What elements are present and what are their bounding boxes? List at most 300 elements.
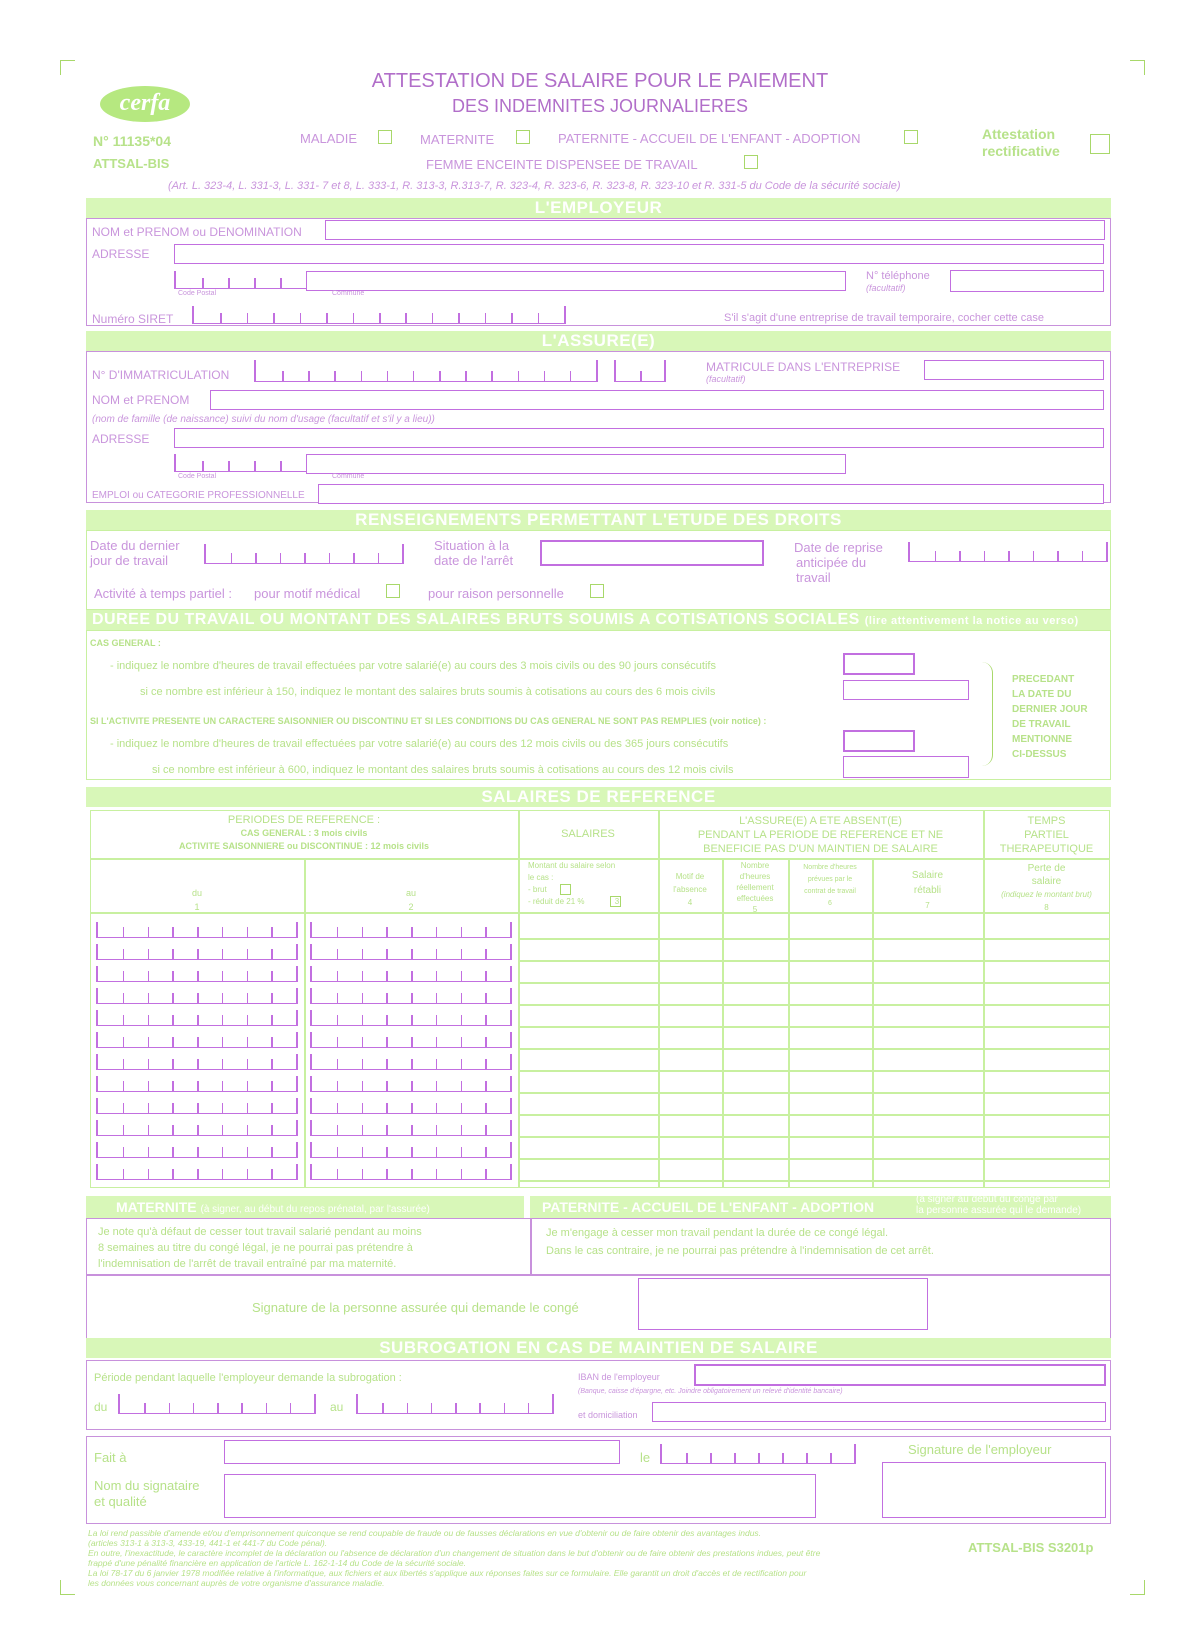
- employeur-tel-note: (facultatif): [866, 283, 906, 293]
- form-number: N° 11135*04: [93, 133, 172, 149]
- digit-separator: [172, 1037, 174, 1047]
- period-date-input[interactable]: [310, 944, 512, 960]
- digit-separator: [222, 1125, 224, 1135]
- digit-separator: [148, 927, 150, 937]
- digit-separator: [378, 553, 380, 563]
- digit-separator: [197, 1015, 199, 1025]
- digit-separator: [172, 1125, 174, 1135]
- femme-enceinte-label: FEMME ENCEINTE DISPENSEE DE TRAVAIL: [426, 157, 698, 172]
- digit-separator: [220, 313, 222, 323]
- digit-separator: [337, 1059, 339, 1069]
- reprise-label: Date de reprise anticipée du travail: [794, 540, 883, 585]
- digit-separator: [362, 949, 364, 959]
- col-du-label: du 1: [191, 888, 202, 912]
- digit-separator: [782, 1453, 784, 1463]
- fait-a-input[interactable]: [224, 1440, 620, 1464]
- heures-3mois-input[interactable]: [843, 653, 915, 675]
- conge-hdivider: [86, 1274, 1111, 1276]
- digit-separator: [461, 971, 463, 981]
- digit-separator: [222, 1059, 224, 1069]
- digit-separator: [197, 1147, 199, 1157]
- digit-separator: [362, 993, 364, 1003]
- digit-separator: [436, 1147, 438, 1157]
- digit-separator: [123, 1125, 125, 1135]
- signature-assure-label: Signature de la personne assurée qui demande le congé: [252, 1300, 579, 1315]
- col-heures-label: Nombre d'heures réellement effectuées 5: [736, 861, 774, 914]
- digit-separator: [222, 949, 224, 959]
- digit-separator: [172, 1015, 174, 1025]
- crop-mark: [1130, 60, 1145, 75]
- period-date-input[interactable]: [96, 1098, 298, 1114]
- digit-separator: [361, 371, 363, 381]
- digit-separator: [411, 1081, 413, 1091]
- cerfa-logo: cerfa: [100, 86, 190, 122]
- table-row-line: [518, 1070, 1110, 1072]
- digit-separator: [247, 927, 249, 937]
- employeur-commune-input[interactable]: [306, 271, 846, 291]
- employeur-tel-input[interactable]: [950, 270, 1104, 292]
- digit-separator: [247, 1125, 249, 1135]
- digit-separator: [337, 1125, 339, 1135]
- digit-separator: [271, 927, 273, 937]
- digit-separator: [411, 1103, 413, 1113]
- digit-separator: [271, 1037, 273, 1047]
- digit-separator: [830, 1453, 832, 1463]
- digit-separator: [241, 1403, 243, 1413]
- digit-separator: [337, 1015, 339, 1025]
- absent-header: L'ASSURE(E) A ETE ABSENT(E) PENDANT LA PERIODE DE REFERENCE ET NE BENEFICIE PAS D'UN MAINTIEN DE SALAIRE: [697, 815, 944, 855]
- digit-separator: [458, 313, 460, 323]
- section-droits-title: RENSEIGNEMENTS PERMETTANT L'ETUDE DES DROITS: [86, 510, 1111, 530]
- digit-separator: [247, 1081, 249, 1091]
- date-signature-input[interactable]: [660, 1444, 856, 1464]
- period-date-input[interactable]: [96, 1076, 298, 1092]
- digit-separator: [308, 371, 310, 381]
- domiciliation-label: et domiciliation: [578, 1410, 638, 1420]
- digit-separator: [511, 313, 513, 323]
- assure-immat-label: N° D'IMMATRICULATION: [92, 368, 230, 382]
- digit-separator: [411, 949, 413, 959]
- period-date-input[interactable]: [310, 966, 512, 982]
- interim-note: S'il s'agit d'une entreprise de travail temporaire, cocher cette case: [724, 312, 1044, 324]
- salaires-6mois-input[interactable]: [843, 680, 969, 700]
- salaires-12mois-input[interactable]: [843, 756, 969, 778]
- digit-separator: [197, 993, 199, 1003]
- digit-separator: [123, 1081, 125, 1091]
- period-date-input[interactable]: [96, 1120, 298, 1136]
- digit-separator: [123, 1037, 125, 1047]
- digit-separator: [431, 1403, 433, 1413]
- digit-separator: [123, 927, 125, 937]
- digit-separator: [411, 1015, 413, 1025]
- digit-separator: [197, 1059, 199, 1069]
- digit-separator: [461, 1103, 463, 1113]
- digit-separator: [228, 461, 230, 471]
- digit-separator: [710, 1453, 712, 1463]
- footer-form-code: ATTSAL-BIS S3201p: [968, 1540, 1094, 1555]
- assure-emploi-input[interactable]: [318, 484, 1104, 504]
- period-date-input[interactable]: [96, 988, 298, 1004]
- digit-separator: [172, 927, 174, 937]
- digit-separator: [386, 1169, 388, 1179]
- digit-separator: [169, 1403, 171, 1413]
- table-row-line: [518, 1048, 1110, 1050]
- digit-separator: [222, 1103, 224, 1113]
- digit-separator: [271, 1125, 273, 1135]
- digit-separator: [222, 1015, 224, 1025]
- table-row-line: [518, 1136, 1110, 1138]
- digit-separator: [202, 278, 204, 288]
- digit-separator: [172, 1103, 174, 1113]
- digit-separator: [326, 313, 328, 323]
- period-date-input[interactable]: [310, 922, 512, 938]
- digit-separator: [197, 971, 199, 981]
- digit-separator: [1082, 551, 1084, 561]
- digit-separator: [247, 993, 249, 1003]
- digit-separator: [485, 1103, 487, 1113]
- dernier-jour-label: Date du dernier jour de travail: [90, 538, 180, 568]
- period-date-input[interactable]: [96, 1010, 298, 1026]
- montant-reduit-checkbox[interactable]: [610, 896, 621, 907]
- assure-nom-input[interactable]: [210, 390, 1104, 410]
- period-date-input[interactable]: [310, 1142, 512, 1158]
- paternite-title-note: (à signer au début du congé par la personne assurée qui le demande): [916, 1194, 1082, 1216]
- attestation-rectificative-checkbox[interactable]: [1090, 134, 1110, 154]
- digit-separator: [172, 993, 174, 1003]
- digit-separator: [337, 993, 339, 1003]
- digit-separator: [290, 1403, 292, 1413]
- motif-medical-checkbox[interactable]: [386, 584, 400, 598]
- digit-separator: [123, 949, 125, 959]
- digit-separator: [197, 1081, 199, 1091]
- period-date-input[interactable]: [96, 922, 298, 938]
- table-row-line: [518, 1004, 1110, 1006]
- domiciliation-input[interactable]: [652, 1402, 1106, 1422]
- period-date-input[interactable]: [96, 966, 298, 982]
- table-row-line: [518, 960, 1110, 962]
- digit-separator: [386, 1059, 388, 1069]
- digit-separator: [254, 461, 256, 471]
- digit-separator: [148, 1059, 150, 1069]
- iban-input[interactable]: [694, 1364, 1106, 1386]
- subrogation-du-input[interactable]: [118, 1394, 316, 1414]
- assure-code-postal-input[interactable]: [174, 454, 308, 472]
- digit-separator: [411, 1147, 413, 1157]
- digit-separator: [935, 551, 937, 561]
- maternite-checkbox[interactable]: [516, 130, 530, 144]
- period-date-input[interactable]: [96, 1032, 298, 1048]
- assure-nom-label: NOM et PRENOM: [92, 393, 190, 407]
- digit-separator: [411, 993, 413, 1003]
- digit-separator: [461, 1169, 463, 1179]
- digit-separator: [362, 1059, 364, 1069]
- digit-separator: [172, 1059, 174, 1069]
- signature-assure-box[interactable]: [638, 1278, 928, 1330]
- digit-separator: [172, 971, 174, 981]
- digit-separator: [386, 927, 388, 937]
- period-date-input[interactable]: [310, 1076, 512, 1092]
- subrogation-au-label: au: [330, 1400, 344, 1414]
- digit-separator: [271, 1015, 273, 1025]
- digit-separator: [461, 1147, 463, 1157]
- digit-separator: [411, 927, 413, 937]
- period-date-input[interactable]: [310, 1120, 512, 1136]
- period-date-input[interactable]: [96, 944, 298, 960]
- digit-separator: [247, 949, 249, 959]
- digit-separator: [337, 1081, 339, 1091]
- assure-emploi-label: EMPLOI ou CATEGORIE PROFESSIONNELLE: [92, 490, 305, 501]
- digit-separator: [518, 371, 520, 381]
- digit-separator: [123, 1015, 125, 1025]
- periodes-header: PERIODES DE REFERENCE : CAS GENERAL : 3 mois civils ACTIVITE SAISONNIERE ou DISCONTINUE : 12 mois civils: [178, 814, 430, 851]
- digit-separator: [461, 949, 463, 959]
- digit-separator: [148, 1103, 150, 1113]
- digit-separator: [222, 971, 224, 981]
- table-row-line: [518, 1180, 1110, 1182]
- digit-separator: [123, 971, 125, 981]
- reprise-input[interactable]: [908, 542, 1108, 562]
- digit-separator: [123, 1103, 125, 1113]
- duree-line1: - indiquez le nombre d'heures de travail effectuées par votre salarié(e) au cours des 3 mois civils ou des 90 jours consécutifs: [110, 660, 716, 672]
- digit-separator: [386, 1103, 388, 1113]
- digit-separator: [334, 371, 336, 381]
- maladie-checkbox[interactable]: [378, 130, 392, 144]
- digit-separator: [485, 1081, 487, 1091]
- digit-separator: [411, 1169, 413, 1179]
- signature-employeur-box[interactable]: [882, 1462, 1106, 1518]
- digit-separator: [228, 278, 230, 288]
- digit-separator: [485, 949, 487, 959]
- paternite-title: PATERNITE - ACCUEIL DE L'ENFANT - ADOPTION: [530, 1196, 1111, 1218]
- period-date-input[interactable]: [310, 1032, 512, 1048]
- section-duree-title: DUREE DU TRAVAIL OU MONTANT DES SALAIRES BRUTS SOUMIS A COTISATIONS SOCIALES (lire attentivement la notice au verso): [86, 610, 1111, 630]
- table-row-line: [518, 938, 1110, 940]
- digit-separator: [247, 1015, 249, 1025]
- employeur-nom-label: NOM et PRENOM ou DENOMINATION: [92, 225, 302, 239]
- situation-input[interactable]: [540, 540, 764, 566]
- assure-immat-input[interactable]: [254, 360, 598, 382]
- precedant-note: PRECEDANT LA DATE DU DERNIER JOUR DE TRAVAIL MENTIONNE CI-DESSUS: [1012, 674, 1088, 760]
- iban-label: IBAN de l'employeur: [578, 1372, 660, 1382]
- heures-12mois-input[interactable]: [843, 730, 915, 752]
- raison-perso-checkbox[interactable]: [590, 584, 604, 598]
- digit-separator: [504, 1403, 506, 1413]
- employeur-siret-input[interactable]: [192, 306, 566, 324]
- digit-separator: [436, 1059, 438, 1069]
- digit-separator: [271, 971, 273, 981]
- page-title: ATTESTATION DE SALAIRE POUR LE PAIEMENT: [371, 70, 829, 92]
- digit-separator: [528, 1403, 530, 1413]
- employeur-commune-label: Commune: [332, 290, 365, 297]
- assure-adresse-input[interactable]: [174, 428, 1104, 448]
- digit-separator: [1057, 551, 1059, 561]
- digit-separator: [222, 993, 224, 1003]
- paternite-label: PATERNITE - ACCUEIL DE L'ENFANT - ADOPTION: [558, 131, 861, 146]
- digit-separator: [491, 371, 493, 381]
- digit-separator: [436, 927, 438, 937]
- employeur-nom-input[interactable]: [325, 220, 1105, 240]
- digit-separator: [271, 1147, 273, 1157]
- digit-separator: [247, 1037, 249, 1047]
- digit-separator: [382, 1403, 384, 1413]
- employeur-adresse-input[interactable]: [174, 244, 1104, 264]
- digit-separator: [148, 993, 150, 1003]
- digit-separator: [386, 1147, 388, 1157]
- digit-separator: [222, 1081, 224, 1091]
- digit-separator: [271, 993, 273, 1003]
- legal-references: (Art. L. 323-4, L. 331-3, L. 331- 7 et 8, L. 333-1, R. 313-3, R.313-7, R. 323-4, R. 323-6, R. 323-8, R. 323-10 et R. 331-5 du Code de la sécurité sociale): [168, 180, 901, 192]
- digit-separator: [485, 927, 487, 937]
- digit-separator: [362, 1081, 364, 1091]
- digit-separator: [231, 553, 233, 563]
- digit-separator: [271, 1081, 273, 1091]
- digit-separator: [386, 1081, 388, 1091]
- digit-separator: [485, 1037, 487, 1047]
- digit-separator: [436, 1169, 438, 1179]
- digit-separator: [280, 553, 282, 563]
- digit-separator: [386, 1125, 388, 1135]
- digit-separator: [282, 371, 284, 381]
- digit-separator: [461, 1081, 463, 1091]
- digit-separator: [362, 1169, 364, 1179]
- col-montant-label: Montant du salaire selon le cas : - brut - réduit de 21 % 3: [528, 861, 620, 906]
- digit-separator: [806, 1453, 808, 1463]
- digit-separator: [217, 1403, 219, 1413]
- brace-icon: [982, 662, 993, 766]
- digit-separator: [273, 313, 275, 323]
- montant-brut-checkbox[interactable]: [560, 884, 571, 895]
- digit-separator: [148, 1015, 150, 1025]
- employeur-code-postal-input[interactable]: [174, 271, 308, 289]
- digit-separator: [197, 1125, 199, 1135]
- employeur-code-postal-label: Code Postal: [178, 290, 217, 297]
- digit-separator: [255, 553, 257, 563]
- digit-separator: [254, 278, 256, 288]
- period-date-input[interactable]: [96, 1142, 298, 1158]
- duree-line3: - indiquez le nombre d'heures de travail effectuées par votre salarié(e) au cours des 12 mois civils ou des 365 jours consécutifs: [110, 738, 729, 750]
- digit-separator: [247, 1147, 249, 1157]
- digit-separator: [1033, 551, 1035, 561]
- digit-separator: [247, 1059, 249, 1069]
- legal-text: La loi rend passible d'amende et/ou d'emprisonnement quiconque se rend coupable de fraude ou de fausses déclarations en vue d'obtenir ou de faire obtenir des avantages indus. (articles 313-1 à 313-3, 433-19, 441-1 et 441-7 du Code pénal). En outre, l'inexactitude, le caractère incomplet de la déclaration ou l'absence de déclaration d'un changement de situation dans le but d'obtenir ou de faire obtenir des prestations indues, peut être frappé d'une pénalité financière en application de l'article L. 162-1-14 du Code de la sécurité sociale. La loi 78-17 du 6 janvier 1978 modifiée relative à l'informatique, aux fichiers et aux libertés s'applique aux réponses faites sur ce formulaire. Elle garantit un droit d'accès et de rectification pour les données vous concernant auprès de votre organisme d'assurance maladie.: [88, 1528, 821, 1588]
- period-date-input[interactable]: [310, 988, 512, 1004]
- digit-separator: [387, 371, 389, 381]
- assure-nom-note: (nom de famille (de naissance) suivi du nom d'usage (facultatif et s'il y a lieu)): [92, 414, 435, 425]
- digit-separator: [686, 1453, 688, 1463]
- crop-mark: [60, 1580, 75, 1595]
- digit-separator: [485, 1147, 487, 1157]
- digit-separator: [172, 1169, 174, 1179]
- digit-separator: [411, 971, 413, 981]
- col-motif-label: Motif de l'absence 4: [673, 872, 707, 907]
- femme-enceinte-checkbox[interactable]: [744, 155, 758, 169]
- assure-commune-input[interactable]: [306, 454, 846, 474]
- col-retabli-label: Salaire rétabli 7: [911, 870, 944, 910]
- col-perte-label: Perte de salaire (indiquez le montant brut) 8: [1001, 863, 1092, 912]
- period-date-input[interactable]: [310, 1010, 512, 1026]
- digit-separator: [362, 1147, 364, 1157]
- digit-separator: [461, 1037, 463, 1047]
- table-row-line: [518, 1114, 1110, 1116]
- digit-separator: [436, 1037, 438, 1047]
- digit-separator: [386, 1037, 388, 1047]
- digit-separator: [337, 1103, 339, 1113]
- digit-separator: [538, 313, 540, 323]
- period-date-input[interactable]: [310, 1098, 512, 1114]
- digit-separator: [144, 1403, 146, 1413]
- digit-separator: [337, 1147, 339, 1157]
- digit-separator: [411, 1059, 413, 1069]
- digit-separator: [436, 1081, 438, 1091]
- digit-separator: [247, 971, 249, 981]
- assure-code-postal-label: Code Postal: [178, 473, 217, 480]
- maternite-title: MATERNITE (à signer, au début du repos prénatal, par l'assurée): [86, 1196, 524, 1218]
- digit-separator: [202, 461, 204, 471]
- period-date-input[interactable]: [310, 1164, 512, 1180]
- period-date-input[interactable]: [96, 1054, 298, 1070]
- col-au-label: au 2: [405, 888, 416, 912]
- digit-separator: [300, 313, 302, 323]
- signature-employeur-label: Signature de l'employeur: [908, 1442, 1052, 1457]
- digit-separator: [337, 1037, 339, 1047]
- digit-separator: [271, 1059, 273, 1069]
- digit-separator: [436, 1103, 438, 1113]
- digit-separator: [362, 1103, 364, 1113]
- digit-separator: [465, 371, 467, 381]
- section-assure-title: L'ASSURE(E): [86, 331, 1111, 351]
- digit-separator: [461, 1125, 463, 1135]
- assure-matricule-input[interactable]: [924, 360, 1104, 380]
- crop-mark: [1130, 1580, 1145, 1595]
- digit-separator: [353, 553, 355, 563]
- digit-separator: [461, 927, 463, 937]
- raison-perso-label: pour raison personnelle: [428, 586, 564, 601]
- maladie-label: MALADIE: [300, 131, 358, 146]
- digit-separator: [197, 1169, 199, 1179]
- page-subtitle: DES INDEMNITES JOURNALIERES: [451, 96, 749, 116]
- paternite-checkbox[interactable]: [904, 130, 918, 144]
- digit-separator: [222, 1169, 224, 1179]
- digit-separator: [984, 551, 986, 561]
- section-salaires-title: SALAIRES DE REFERENCE: [86, 787, 1111, 807]
- digit-separator: [193, 1403, 195, 1413]
- digit-separator: [123, 993, 125, 1003]
- nom-signataire-input[interactable]: [224, 1474, 816, 1518]
- period-date-input[interactable]: [96, 1164, 298, 1180]
- crop-mark: [60, 60, 75, 75]
- subrogation-au-input[interactable]: [356, 1394, 554, 1414]
- digit-separator: [485, 1125, 487, 1135]
- digit-separator: [197, 1037, 199, 1047]
- digit-separator: [123, 1147, 125, 1157]
- dernier-jour-input[interactable]: [204, 544, 404, 564]
- table-row-line: [518, 1026, 1110, 1028]
- digit-separator: [197, 927, 199, 937]
- digit-separator: [353, 313, 355, 323]
- digit-separator: [485, 993, 487, 1003]
- duree-line2: si ce nombre est inférieur à 150, indiquez le montant des salaires bruts soumis à cotisations au cours des 6 mois civils: [140, 686, 716, 698]
- digit-separator: [197, 949, 199, 959]
- employeur-siret-label: Numéro SIRET: [92, 312, 174, 326]
- digit-separator: [247, 1103, 249, 1113]
- digit-separator: [544, 371, 546, 381]
- period-date-input[interactable]: [310, 1054, 512, 1070]
- digit-separator: [337, 971, 339, 981]
- assure-immat-key-input[interactable]: [614, 360, 666, 382]
- digit-separator: [148, 1169, 150, 1179]
- digit-separator: [485, 1015, 487, 1025]
- digit-separator: [485, 1059, 487, 1069]
